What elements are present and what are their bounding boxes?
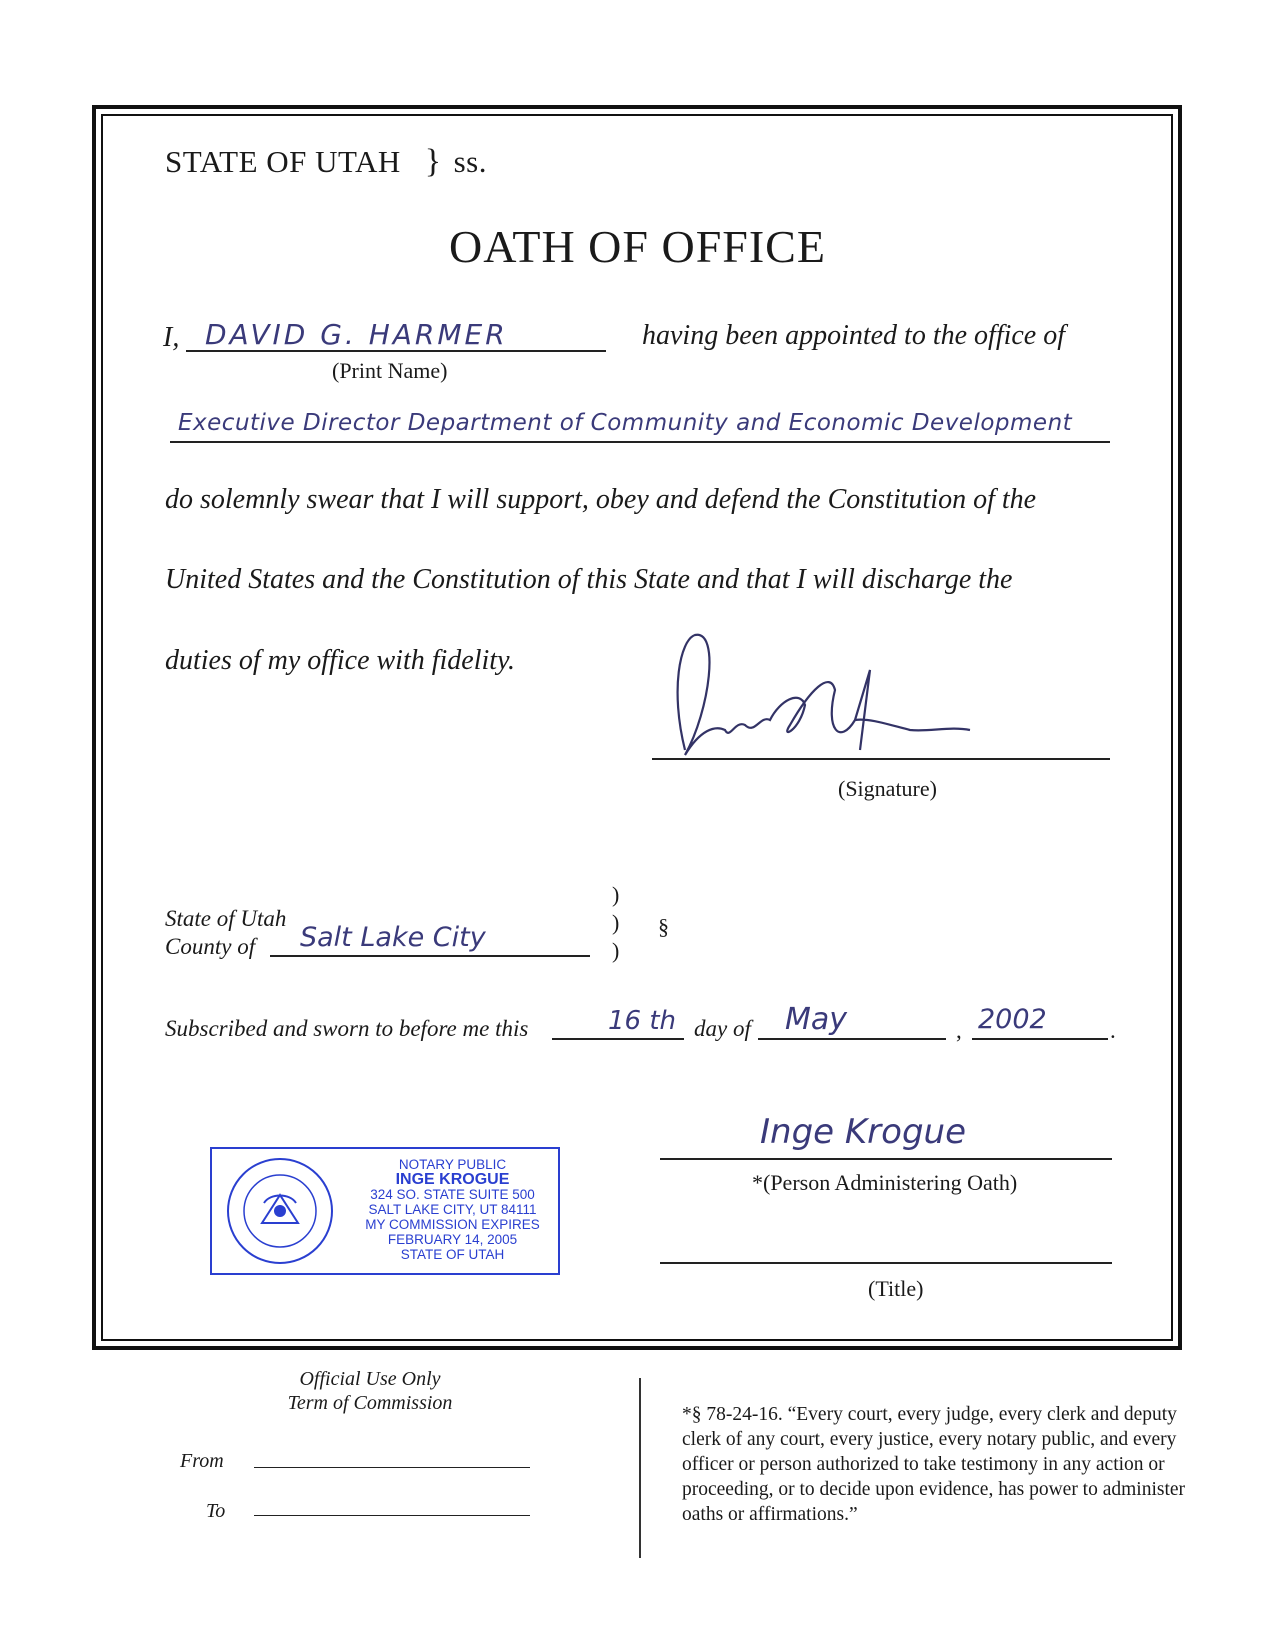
county-line (270, 955, 590, 957)
oath-line-2: United States and the Constitution of this State and that I will discharge the (165, 564, 1013, 595)
month-line (758, 1038, 946, 1040)
administrator-signature: Inge Krogue (760, 1112, 967, 1152)
stamp-line-3: 324 SO. STATE SUITE 500 (370, 1187, 535, 1202)
brace: } (424, 143, 442, 180)
state-header (165, 143, 487, 181)
footer-divider (639, 1378, 641, 1558)
venue-state: State of Utah (165, 906, 287, 931)
official-use-label: Official Use Only (299, 1368, 441, 1390)
sworn-period: . (1110, 1018, 1116, 1043)
sworn-month: May (785, 1002, 848, 1037)
paren-1: ) (612, 882, 620, 907)
administrator-label: *(Person Administering Oath) (752, 1170, 1018, 1195)
administrator-line (660, 1158, 1112, 1160)
year-line (972, 1038, 1108, 1040)
printed-name: DAVID G. HARMER (205, 318, 508, 351)
stamp-line-2: INGE KROGUE (395, 1171, 510, 1188)
stamp-line-1: NOTARY PUBLIC (398, 1157, 507, 1172)
term-label: Term of Commission (287, 1392, 453, 1414)
title-line (660, 1262, 1112, 1264)
to-line (254, 1515, 530, 1516)
signature-label: (Signature) (838, 776, 937, 801)
stamp-line-6: FEBRUARY 14, 2005 (387, 1232, 518, 1247)
state-name: STATE OF UTAH (165, 144, 401, 179)
appointed-text: having been appointed to the office of (642, 320, 1066, 351)
county-value: Salt Lake City (300, 922, 486, 953)
paren-3: ) (612, 938, 620, 963)
stamp-line-4: SALT LAKE CITY, UT 84111 (368, 1202, 537, 1217)
sworn-text: Subscribed and sworn to before me this (165, 1016, 529, 1041)
sworn-year: 2002 (978, 1004, 1047, 1035)
print-name-label: (Print Name) (332, 358, 448, 383)
ss-label: ss. (453, 144, 487, 179)
office-title: Executive Director Department of Community and Economic Development (178, 410, 1073, 436)
from-line (254, 1467, 530, 1468)
to-label: To (206, 1500, 226, 1522)
statute-text: *§ 78-24-16. “Every court, every judge, every clerk and deputy clerk of any court, every justice, every notary public, and every officer or person authorized to take testimony in any action or proceeding, or to decide upon evidence, has power to administer oaths or affirmations.” (682, 1404, 1186, 1525)
stamp-line-7: STATE OF UTAH (400, 1247, 505, 1262)
document-title: OATH OF OFFICE (449, 221, 826, 272)
stamp-line-5: MY COMMISSION EXPIRES (365, 1217, 540, 1232)
state-seal-icon (224, 1155, 336, 1267)
notary-stamp (210, 1147, 560, 1275)
day-of-text: day of (694, 1016, 751, 1041)
paren-2: ) (612, 910, 620, 935)
signature-mark (640, 630, 1020, 770)
signature-line (652, 758, 1110, 760)
day-line (552, 1038, 684, 1040)
title-label: (Title) (868, 1276, 924, 1301)
oath-line-1: do solemnly swear that I will support, obey and defend the Constitution of the (165, 484, 1037, 515)
oath-line-3: duties of my office with fidelity. (165, 645, 515, 676)
sworn-day: 16 th (608, 1006, 677, 1036)
sworn-comma: , (956, 1018, 962, 1043)
from-label: From (180, 1450, 224, 1472)
section-symbol: § (658, 914, 669, 939)
venue-county-label: County of (165, 934, 256, 959)
oath-prefix: I, (163, 322, 180, 353)
office-line (170, 441, 1110, 443)
